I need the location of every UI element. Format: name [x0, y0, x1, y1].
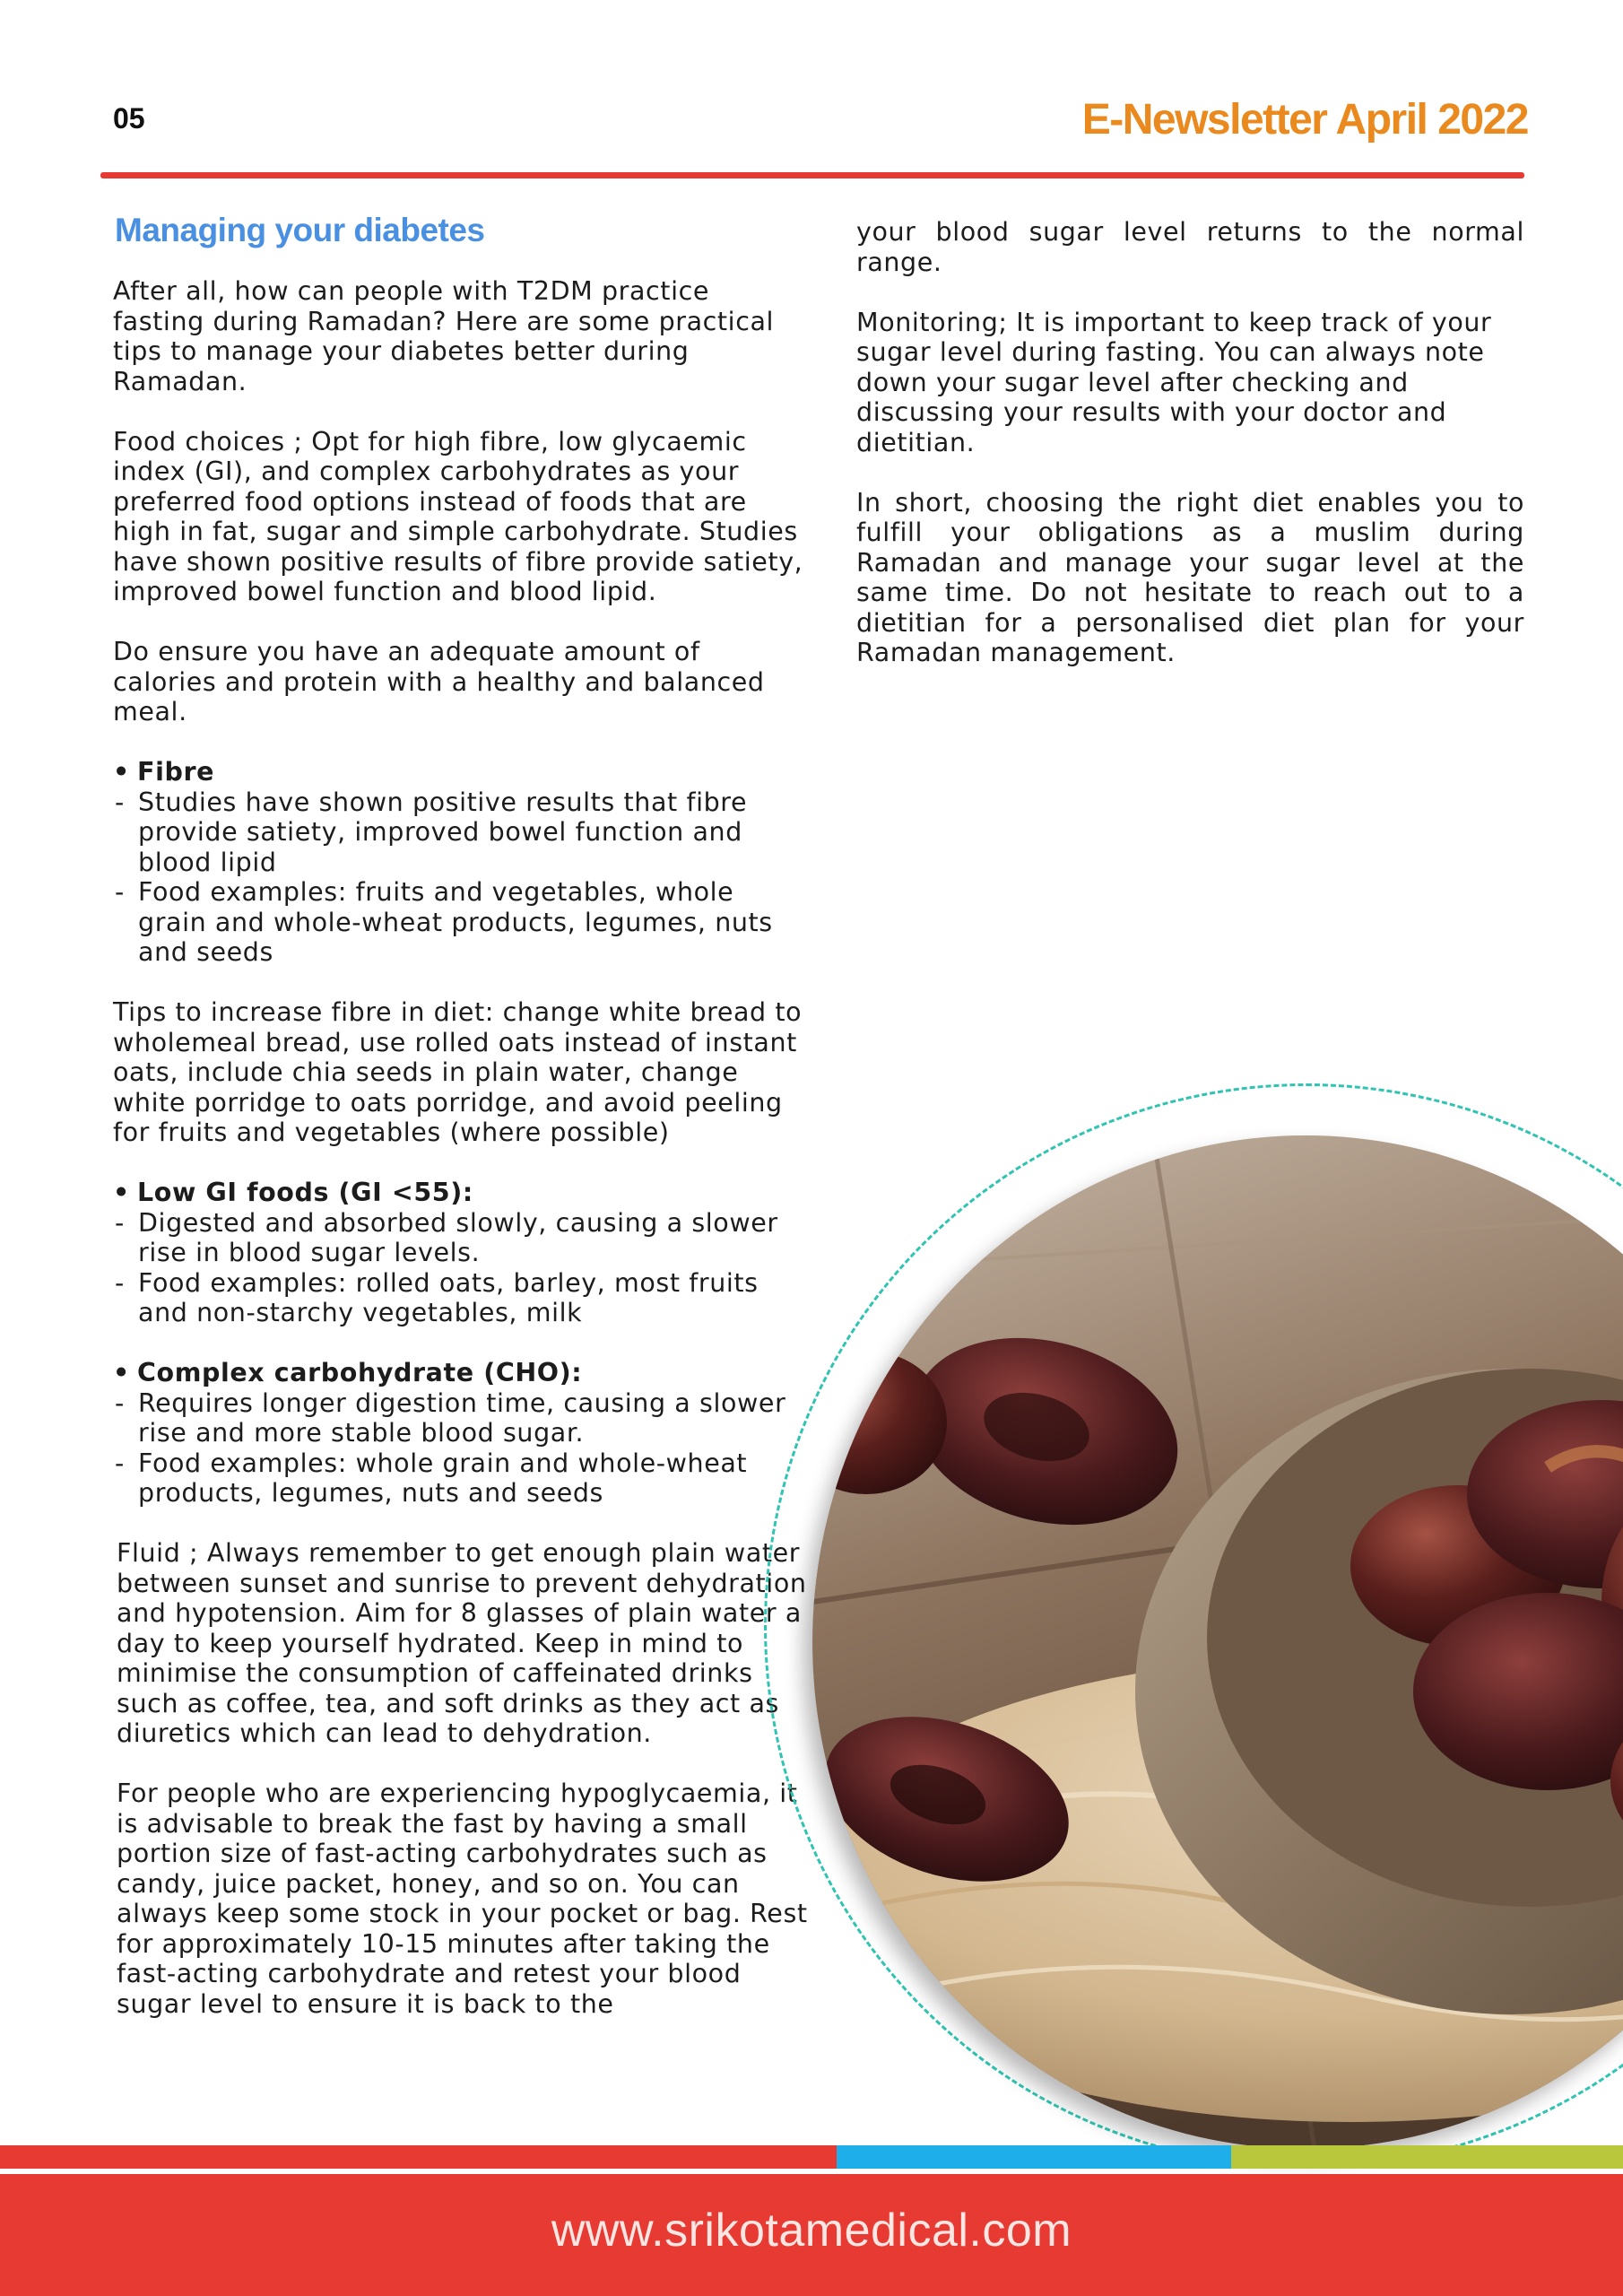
low-gi-bullet-title: • Low GI foods (GI <55):: [113, 1178, 809, 1208]
intro-paragraph: After all, how can people with T2DM practice fasting during Ramadan? Here are some practical tips to manage your diabetes better during Ramadan.: [113, 276, 775, 396]
continuation-paragraph: your blood sugar level returns to the normal range.: [856, 217, 1524, 277]
fibre-bullet-title: • Fibre: [113, 757, 809, 787]
adequate-intake-paragraph: Do ensure you have an adequate amount of calories and protein with a healthy and balanced meal.: [113, 637, 765, 726]
complex-cho-points: [113, 1388, 809, 1509]
footer-stripe-red: [0, 2145, 837, 2169]
list-item: - Food examples: rolled oats, barley, most fruits and non-starchy vegetables, milk: [113, 1268, 809, 1328]
hypoglycaemia-paragraph: For people who are experiencing hypoglycaemia, it is advisable to break the fast by having a small portion size of fast-acting carbohydrates such as candy, juice packet, honey, and so on. You can always keep some stock in your pocket or bag. Rest for approximately 10-15 minutes after taking the fast-acting carbohydrate and retest your blood sugar level to ensure it is back to the: [117, 1779, 808, 2019]
fibre-section: [113, 757, 809, 968]
low-gi-section: [113, 1178, 809, 1328]
right-column: [856, 217, 1524, 698]
section-heading: Managing your diabetes: [115, 212, 485, 248]
complex-cho-section: [113, 1358, 809, 1509]
list-item: - Studies have shown positive results that fibre provide satiety, improved bowel function and blood lipid: [113, 787, 809, 878]
fibre-tips-paragraph: Tips to increase fibre in diet: change white bread to wholemeal bread, use rolled oats instead of instant oats, include chia seeds in plain water, change white porridge to oats porridge, and avoid peeling for fruits and vegetables (where possible): [113, 997, 803, 1147]
list-item: - Digested and absorbed slowly, causing a slower rise in blood sugar levels.: [113, 1208, 809, 1268]
summary-paragraph: In short, choosing the right diet enables you to fulfill your obligations as a muslim during Ramadan and manage your sugar level at the same time. Do not hesitate to reach out to a dietitian for a personalised diet plan for your Ramadan management.: [856, 487, 1524, 667]
monitoring-paragraph: Monitoring; It is important to keep track of your sugar level during fasting. You can always note down your sugar level after checking and discussing your results with your doctor and dietitian.: [856, 307, 1492, 457]
list-item: - Food examples: fruits and vegetables, whole grain and whole-wheat products, legumes, nuts and seeds: [113, 877, 809, 968]
fibre-points: [113, 787, 809, 968]
food-choices-paragraph: Food choices ; Opt for high fibre, low glycaemic index (GI), and complex carbohydrates as your preferred food options instead of foods that are high in fat, sugar and simple carbohydrate. Studies have shown positive results of fibre provide satiety, improved bowel function and blood lipid.: [113, 426, 803, 606]
issue-title: E-Newsletter April 2022: [1081, 96, 1528, 144]
fluid-paragraph: Fluid ; Always remember to get enough plain water between sunset and sunrise to prevent dehydration and hypotension. Aim for 8 glasses of plain water a day to keep yourself hydrated. Keep in mind to minimise the consumption of caffeinated drinks such as coffee, tea, and soft drinks as they act as diuretics which can lead to dehydration.: [117, 1538, 807, 1748]
header-divider: [100, 172, 1524, 178]
page-number: 05: [113, 102, 145, 135]
list-item: - Requires longer digestion time, causing a slower rise and more stable blood sugar.: [113, 1388, 809, 1448]
left-column: [113, 208, 809, 2049]
footer-bar: [0, 2174, 1623, 2296]
footer-website-link[interactable]: www.srikotamedical.com: [551, 2205, 1072, 2257]
list-item: - Food examples: whole grain and whole-wheat products, legumes, nuts and seeds: [113, 1448, 809, 1509]
footer-stripe-green: [1231, 2145, 1623, 2169]
footer-stripe-blue: [837, 2145, 1231, 2169]
low-gi-points: [113, 1208, 809, 1328]
complex-cho-bullet-title: • Complex carbohydrate (CHO):: [113, 1358, 809, 1388]
